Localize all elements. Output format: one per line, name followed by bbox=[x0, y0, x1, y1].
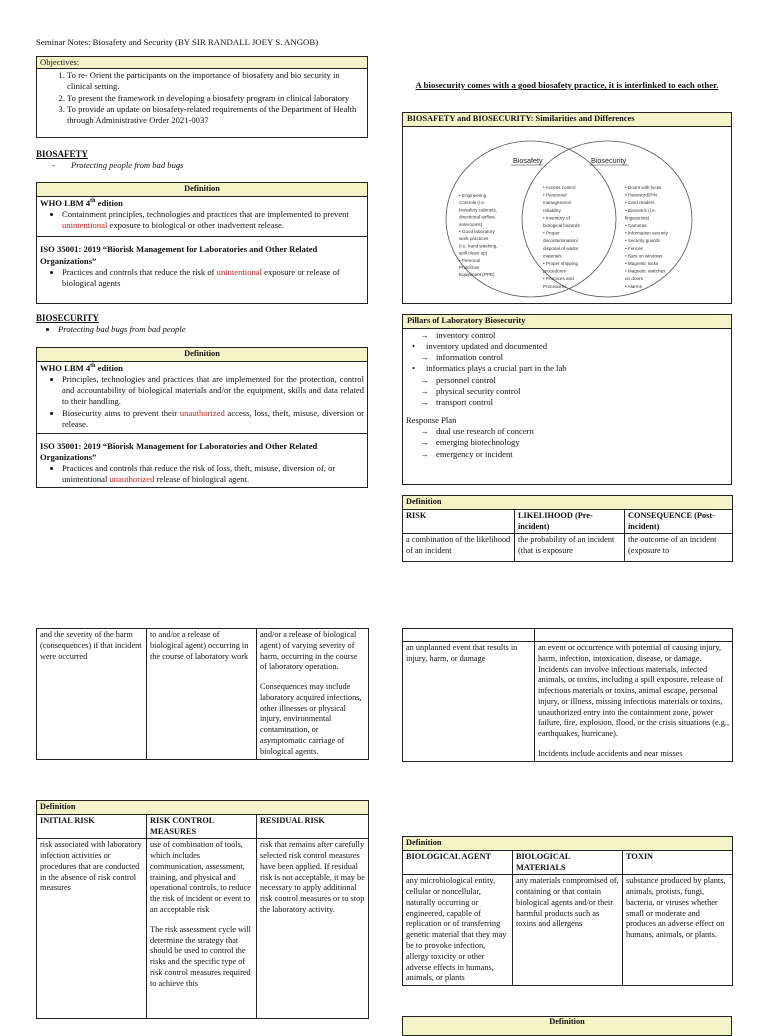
venn-mid-item: management/ bbox=[543, 200, 572, 206]
col-biological-materials: BIOLOGICAL MATERIALS bbox=[513, 850, 623, 875]
venn-mid-item: • Proper shipping bbox=[543, 260, 579, 266]
venn-left-item: biosafety cabinets, bbox=[459, 207, 498, 213]
cell-accident: an unplanned event that results in injury, harm, or damage bbox=[403, 642, 535, 762]
cell-consequence-cont: and/or a release of biological agent) of varying severity of harm, occurring in the course of laboratory operation. Consequences may include laboratory acquired infections, other illnesses or physical injury, environmental contamination, or asymptomatic carriage of biological agents. bbox=[257, 629, 369, 760]
pillars-header: Pillars of Laboratory Biosecurity bbox=[403, 315, 731, 329]
who-block bbox=[37, 197, 367, 233]
venn-left-item: • Good laboratory bbox=[459, 228, 495, 234]
who-item: • Principles, technologies and practices that are implemented for the protection, control and accountability of biological materials and/or the equipment, skills and data related to their handling. bbox=[62, 374, 364, 408]
risk-table-header: Definition bbox=[403, 496, 733, 510]
venn-right-item: • Biometric (i.e. bbox=[625, 207, 656, 213]
venn-left-item: Controls (i.e. bbox=[459, 200, 486, 206]
arrow-icon: → bbox=[420, 426, 429, 437]
arrow-icon: → bbox=[420, 329, 429, 340]
venn-right-item: • Magnetic switches bbox=[625, 268, 666, 274]
objectives-list bbox=[37, 69, 367, 126]
arrow-icon: → bbox=[420, 448, 429, 459]
who-item: • Containment principles, technologies and practices that are implemented to prevent unintentional exposure to biological or other inadvertent release. bbox=[62, 209, 364, 231]
bottom-definition-box bbox=[402, 1016, 732, 1036]
pillars-list bbox=[403, 329, 731, 409]
venn-mid-item: biological hazards bbox=[543, 222, 580, 228]
objective-item: 2. To present the framework in developing a biosafety program in clinical laboratory bbox=[67, 93, 367, 104]
pillars-box bbox=[402, 314, 732, 485]
cell-incident: an event or occurrence with potential of causing injury, harm, infection, intoxication, disease, or damage. Incidents can involve infectious materials, infected animals, or toxins, including a spill exposure, release of infectious materials or toxins, animal escape, personal injury, or illness, missing infectious materials or toxins, unauthorized entry into the containment zone, power failure, fire, explosion, flood, or the crisis situations (e.g., earthquakes, hurricane). Incidents include accidents and near misses bbox=[535, 642, 733, 762]
cell-risk-control: use of combination of tools, which includes communication, assessment, training, and physical and operational controls, to reduce the risk of incident or event to an acceptable risk The risk assessment cycle will determine the strategy that should be used to control the risks and the specific type of risk control measures required to achieve this bbox=[147, 839, 257, 1019]
venn-right-item: on doors bbox=[625, 276, 643, 282]
venn-mid-item: • Personnel bbox=[543, 192, 567, 198]
biosecurity-heading: BIOSECURITY bbox=[36, 313, 100, 323]
objectives-box bbox=[36, 56, 368, 138]
cell-initial-risk: risk associated with laboratory infection activities or procedures that are conducted in the absence of risk control measures bbox=[37, 839, 147, 1019]
venn-left-item: (i.e. hand washing, bbox=[459, 243, 498, 249]
iso-title: ISO 35001: 2019 “Biorisk Management for Laboratories and Other Related Organizations” bbox=[40, 244, 318, 266]
pillar-arrow-item: → transport control bbox=[420, 396, 494, 407]
arrow-icon: → bbox=[420, 352, 429, 363]
venn-right-item: • Cameras bbox=[625, 222, 647, 228]
venn-mid-item: Procedures bbox=[543, 283, 567, 289]
venn-left-item: • Engineering bbox=[459, 192, 487, 198]
cell-likelihood-cont: to and/or a release of biological agent) occurring in the course of laboratory work bbox=[147, 629, 257, 760]
dash: - bbox=[52, 160, 55, 170]
who-block bbox=[37, 362, 367, 431]
col-biological-agent: BIOLOGICAL AGENT bbox=[403, 850, 513, 875]
who-title: WHO LBM 4th edition bbox=[40, 362, 123, 373]
cell-consequence: the outcome of an incident (exposure to bbox=[625, 534, 733, 562]
col-risk: RISK bbox=[403, 509, 515, 534]
col-likelihood: LIKELIHOOD (Pre-incident) bbox=[515, 509, 625, 534]
biosafety-definition-box bbox=[36, 182, 368, 304]
initial-risk-table bbox=[36, 800, 368, 1019]
cell-likelihood: the probability of an incident (that is exposure bbox=[515, 534, 625, 562]
iso-block bbox=[37, 238, 367, 289]
bottom-definition-header: Definition bbox=[549, 1017, 585, 1026]
venn-left-item: spill clean-up) bbox=[459, 250, 488, 256]
iso-block bbox=[37, 435, 367, 486]
initial-risk-header: Definition bbox=[37, 801, 369, 815]
venn-mid-item: reliability bbox=[543, 207, 561, 213]
iso-list bbox=[40, 267, 364, 289]
venn-left-item: • Personal bbox=[459, 257, 481, 263]
venn-diagram bbox=[403, 127, 731, 303]
venn-left-item: work practices bbox=[459, 236, 489, 242]
who-list bbox=[40, 209, 364, 231]
venn-right-item: • Alarms bbox=[625, 283, 642, 289]
risk-table-continued bbox=[36, 628, 368, 760]
col-initial-risk: INITIAL RISK bbox=[37, 814, 147, 839]
col-consequence: CONSEQUENCE (Post-incident) bbox=[625, 509, 733, 534]
cell-biological-materials: any materials compromised of, containing or that contain biological agents and/or their harmful products such as toxins and allergens bbox=[513, 875, 623, 986]
venn-left-label: Biosafety bbox=[513, 155, 543, 165]
cell-residual-risk: risk that remains after carefully selected risk control measures have been applied. If residual risk is not acceptable, it may be necessary to apply additional risk control measures or to stop the laboratory activity. bbox=[257, 839, 369, 1019]
arrow-icon: → bbox=[420, 374, 429, 385]
risk-table bbox=[402, 495, 732, 562]
venn-mid-item: disposal of waste bbox=[543, 245, 579, 251]
biosafety-heading: BIOSAFETY bbox=[36, 149, 89, 159]
right-intro: A biosecurity comes with a good biosafety practice, it is interlinked to each other. bbox=[415, 80, 719, 90]
biosecurity-subtitle-text: • Protecting bad bugs from bad people bbox=[58, 324, 378, 335]
response-list bbox=[403, 426, 731, 460]
venn-right-item: • Fences bbox=[625, 245, 643, 251]
response-item: → emerging biotechnology bbox=[420, 437, 520, 448]
definition-header: Definition bbox=[37, 183, 367, 197]
col-risk-control: RISK CONTROL MEASURES bbox=[147, 814, 257, 839]
venn-right-item: • Card readers bbox=[625, 200, 655, 206]
arrow-icon: → bbox=[420, 396, 429, 407]
cell-biological-agent: any microbiological entity, cellular or noncellular, naturally occurring or engineered, capable of replication or of transferring genetic material that they may be to provoke infection, allergy toxicity or other adverse effects in humans, animals, or plants bbox=[403, 875, 513, 986]
venn-right-item: • Bars on windows bbox=[625, 253, 663, 259]
venn-mid-item: • Practices and bbox=[543, 276, 574, 282]
bio-agent-header: Definition bbox=[403, 837, 733, 851]
col-residual-risk: RESIDUAL RISK bbox=[257, 814, 369, 839]
venn-mid-item: materials bbox=[543, 253, 562, 259]
venn-right-item: • Doors with locks bbox=[625, 184, 662, 190]
incident-table bbox=[402, 628, 732, 762]
bullet-icon: • bbox=[412, 363, 416, 374]
venn-right-item: • Information security bbox=[625, 230, 668, 236]
venn-left-item: Protective bbox=[459, 264, 480, 270]
pillar-arrow-item: → inventory control bbox=[420, 329, 496, 340]
arrow-icon: → bbox=[420, 437, 429, 448]
pillar-arrow-item: → physical security control bbox=[420, 385, 521, 396]
response-item: → dual use research of concern bbox=[420, 426, 534, 437]
biological-agent-table bbox=[402, 836, 732, 986]
venn-right-item: • Security guards bbox=[625, 238, 660, 244]
bullet-icon: • bbox=[412, 341, 416, 352]
venn-mid-item: • Proper bbox=[543, 230, 560, 236]
biosecurity-subtitle bbox=[36, 324, 378, 335]
page-header: Seminar Notes: Biosafety and Security (BY SIR RANDALL JOEY S. ANGOB) bbox=[36, 37, 319, 47]
objectives-title: Objectives: bbox=[37, 57, 367, 69]
biosafety-subtitle-text: Protecting people from bad bugs bbox=[71, 160, 184, 170]
venn-right-label: Biosecurity bbox=[591, 155, 627, 165]
venn-left-item: anterooms) bbox=[459, 221, 483, 227]
pillar-bullet-item: • informatics plays a crucial part in the lab bbox=[412, 363, 567, 374]
venn-right-item: fingerprints) bbox=[625, 215, 650, 221]
pillar-arrow-item: → information control bbox=[420, 352, 504, 363]
cell-risk: a combination of the likelihood of an incident bbox=[403, 534, 515, 562]
objective-item: 1. To re- Orient the participants on the importance of biosafety and bio security in clinical setting. bbox=[67, 70, 367, 92]
definition-header: Definition bbox=[37, 348, 367, 362]
iso-item: • Practices and controls that reduce the risk of unintentional exposure or release of biological agents bbox=[62, 267, 364, 289]
pillar-bullet-item: • inventory updated and documented bbox=[412, 341, 547, 352]
iso-list bbox=[40, 463, 364, 485]
venn-left-item: directional airflow, bbox=[459, 214, 496, 220]
iso-item: • Practices and controls that reduce the risk of loss, theft, misuse, diversion of, or unintentional unauthorized release of biological agent. bbox=[62, 463, 364, 485]
venn-right-item: • Password/PIN bbox=[625, 192, 657, 198]
venn-mid-item: • Access control bbox=[543, 184, 576, 190]
response-title: Response Plan bbox=[406, 415, 457, 426]
who-title: WHO LBM 4th edition bbox=[40, 197, 123, 208]
arrow-icon: → bbox=[420, 385, 429, 396]
response-item: → emergency or incident bbox=[420, 448, 513, 459]
venn-mid-item: • Inventory of bbox=[543, 215, 570, 221]
cell-risk-cont: and the severity of the harm (consequences) if that incident were occurred bbox=[37, 629, 147, 760]
who-item: • Biosecurity aims to prevent their unauthorized access, loss, theft, misuse, diversion or release. bbox=[62, 408, 364, 430]
iso-title: ISO 35001: 2019 “Biorisk Management for Laboratories and Other Related Organizations” bbox=[40, 440, 318, 463]
biosecurity-definition-box bbox=[36, 347, 368, 488]
biosafety-subtitle bbox=[52, 160, 184, 171]
cell-toxin: substance produced by plants, animals, protists, fungi, bacteria, or viruses whether small or moderate and produces an adverse effect on humans, animals, or plants. bbox=[623, 875, 733, 986]
col-toxin: TOXIN bbox=[623, 850, 733, 875]
venn-mid-item: procedures bbox=[543, 268, 566, 274]
venn-header: BIOSAFETY and BIOSECURITY: Similarities and Differences bbox=[403, 113, 731, 127]
venn-left-item: Equipment (PPE) bbox=[459, 272, 495, 278]
venn-box bbox=[402, 112, 732, 304]
who-list bbox=[40, 374, 364, 430]
venn-right-item: • Magnetic locks bbox=[625, 260, 659, 266]
pillar-arrow-item: → personnel control bbox=[420, 374, 496, 385]
objective-item: 3. To provide an update on biosafety-related requirements of the Department of Health through Administrative Order 2021-0037 bbox=[67, 104, 367, 126]
venn-mid-item: decontamination/ bbox=[543, 238, 578, 244]
